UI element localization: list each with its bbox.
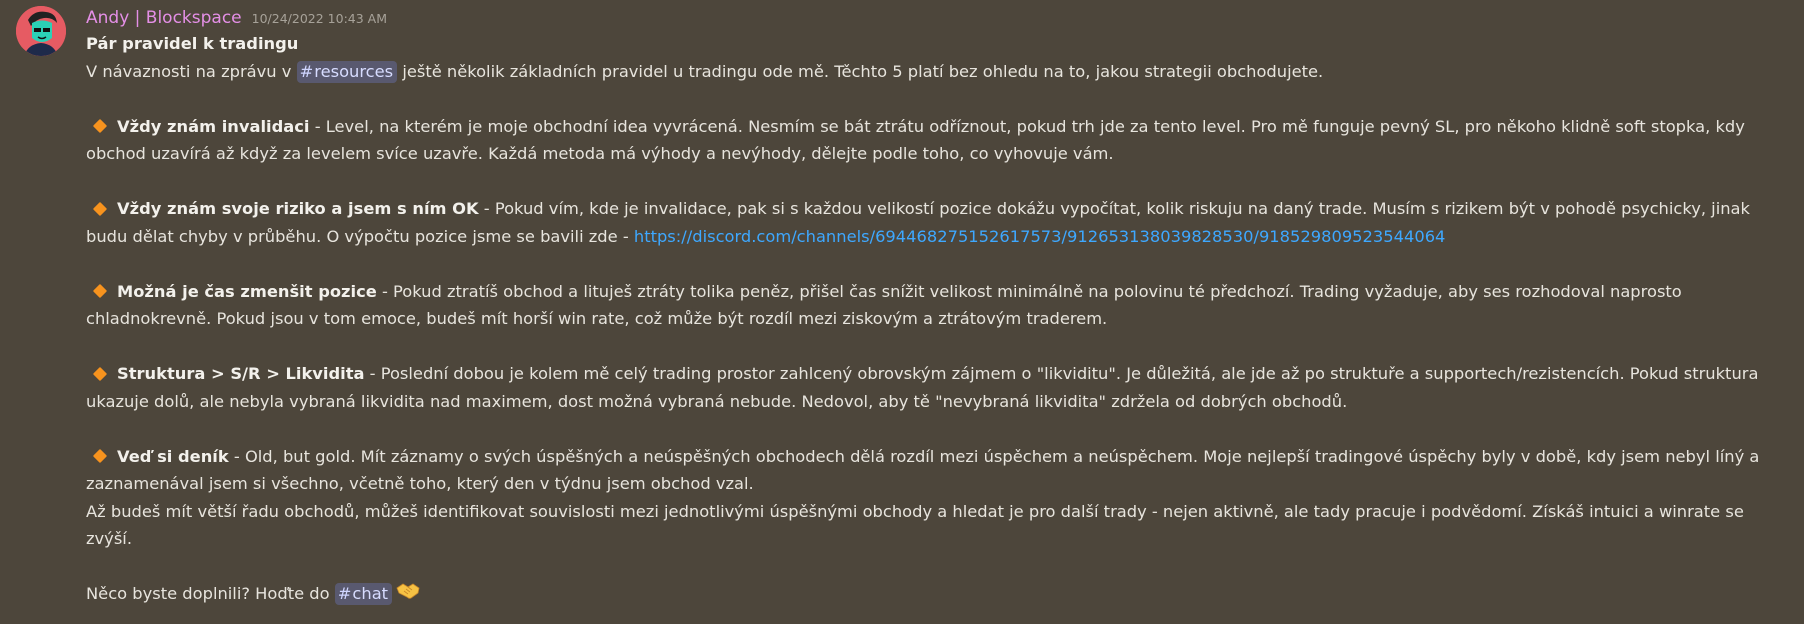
spacer <box>86 333 1784 361</box>
rule-title: Struktura > S/R > Likvidita <box>117 364 365 383</box>
message-body <box>86 30 1784 608</box>
spacer <box>86 85 1784 113</box>
channel-name: chat <box>352 584 389 603</box>
outro-line <box>86 580 1784 608</box>
rule-text: - Level, na kterém je moje obchodní idea vyvrácená. Nesmím se bát ztrátu odříznout, pokud trh jde za tento level. Pro mě funguje pevný SL, pro někoho klidně soft stopka, kdy obchod uzavírá až když za levelem svíce uzavře. Každá metoda má výhody a nevýhody, dělejte podle toho, co vyhovuje vám. <box>86 116 1745 163</box>
avatar-illustration-icon <box>16 6 66 56</box>
spacer <box>86 415 1784 443</box>
orange-diamond-icon <box>93 449 107 463</box>
spacer <box>86 168 1784 196</box>
rule-item <box>86 113 1784 168</box>
intro-line <box>86 58 1784 86</box>
rule-text: - Old, but gold. Mít záznamy o svých úspěšných a neúspěšných obchodech dělá rozdíl mezi úspěchem a neúspěchem. Moje nejlepší tradingové úspěchy byly v době, kdy jsem nebyl líný a zaznamenával jsem si všechno, včetně toho, který den v týdnu jsem obchod vzal. <box>86 446 1760 493</box>
handshake-emoji-icon <box>396 581 420 609</box>
author-name[interactable]: Andy | Blockspace <box>86 8 242 28</box>
rule-item <box>86 360 1784 415</box>
orange-diamond-icon <box>93 119 107 133</box>
rule-title: Veď si deník <box>117 446 229 466</box>
rule-item <box>86 278 1784 333</box>
outro-text: Něco byste doplnili? Hoďte do <box>86 584 335 603</box>
channel-mention-chat[interactable] <box>335 583 392 605</box>
orange-diamond-icon <box>93 284 107 298</box>
rule-item <box>86 443 1784 498</box>
discord-message-link[interactable]: https://discord.com/channels/694468275152617573/912653138039828530/918529809523544064 <box>633 226 1446 246</box>
rule-title: Vždy znám svoje riziko a jsem s ním OK <box>117 199 479 218</box>
intro-text-after: ještě několik základních pravidel u tradingu ode mě. Těchto 5 platí bez ohledu na to, jakou strategii obchodujete. <box>397 61 1324 81</box>
rule-text: - Pokud vím, kde je invalidace, pak si s každou velikostí pozice dokážu vypočítat, kolik riskuju na daný trade. Musím s rizikem být v pohodě psychicky, jinak budu dělat chyby v průběhu. O výpočtu pozice jsme se bavili zde - <box>86 199 1750 246</box>
orange-diamond-icon <box>93 366 107 380</box>
message-header <box>86 6 1784 30</box>
message-timestamp: 10/24/2022 10:43 AM <box>251 11 387 26</box>
message-title: Pár pravidel k tradingu <box>86 34 299 53</box>
hash-icon: # <box>337 584 352 603</box>
spacer <box>86 250 1784 278</box>
hash-icon: # <box>299 61 314 81</box>
rule-extra-text: Až budeš mít větší řadu obchodů, můžeš identifikovat souvislosti mezi jednotlivými úspěšnými obchody a hledat je pro další trady - nejen aktivně, ale tady pracuje i podvědomí. Získáš intuici a winrate se zvýší. <box>86 501 1744 548</box>
rule-title: Vždy znám invalidaci <box>117 116 310 136</box>
rule-text: - Pokud ztratíš obchod a lituješ ztráty tolika peněz, přišel čas snížit velikost minimálně na polovinu té předchozí. Trading vyžaduje, aby ses rozhodoval naprosto chladnokrevně. Pokud jsou v tom emoce, budeš mít horší win rate, což může být rozdíl mezi ziskovým a ztrátovým traderem. <box>86 281 1682 328</box>
rule-text: - Poslední dobou je kolem mě celý trading prostor zahlcený obrovským zájmem o "likviditu". Je důležitá, ale jde až po struktuře a supportech/rezistencích. Pokud struktura ukazuje dolů, ale nebyla vybraná likvidita nad maximem, dost možná vybraná nebude. Nedovol, aby tě "nevybraná likvidita" zdržela od dobrých obchodů. <box>86 364 1759 411</box>
message-title-line <box>86 30 1784 58</box>
channel-name: resources <box>314 61 394 81</box>
channel-mention-resources[interactable] <box>297 61 398 83</box>
orange-diamond-icon <box>93 201 107 215</box>
rule-title: Možná je čas zmenšit pozice <box>117 281 377 301</box>
spacer <box>86 553 1784 581</box>
intro-text-before: V návaznosti na zprávu v <box>86 61 297 81</box>
user-avatar[interactable] <box>16 6 66 56</box>
rule-item <box>86 195 1784 250</box>
